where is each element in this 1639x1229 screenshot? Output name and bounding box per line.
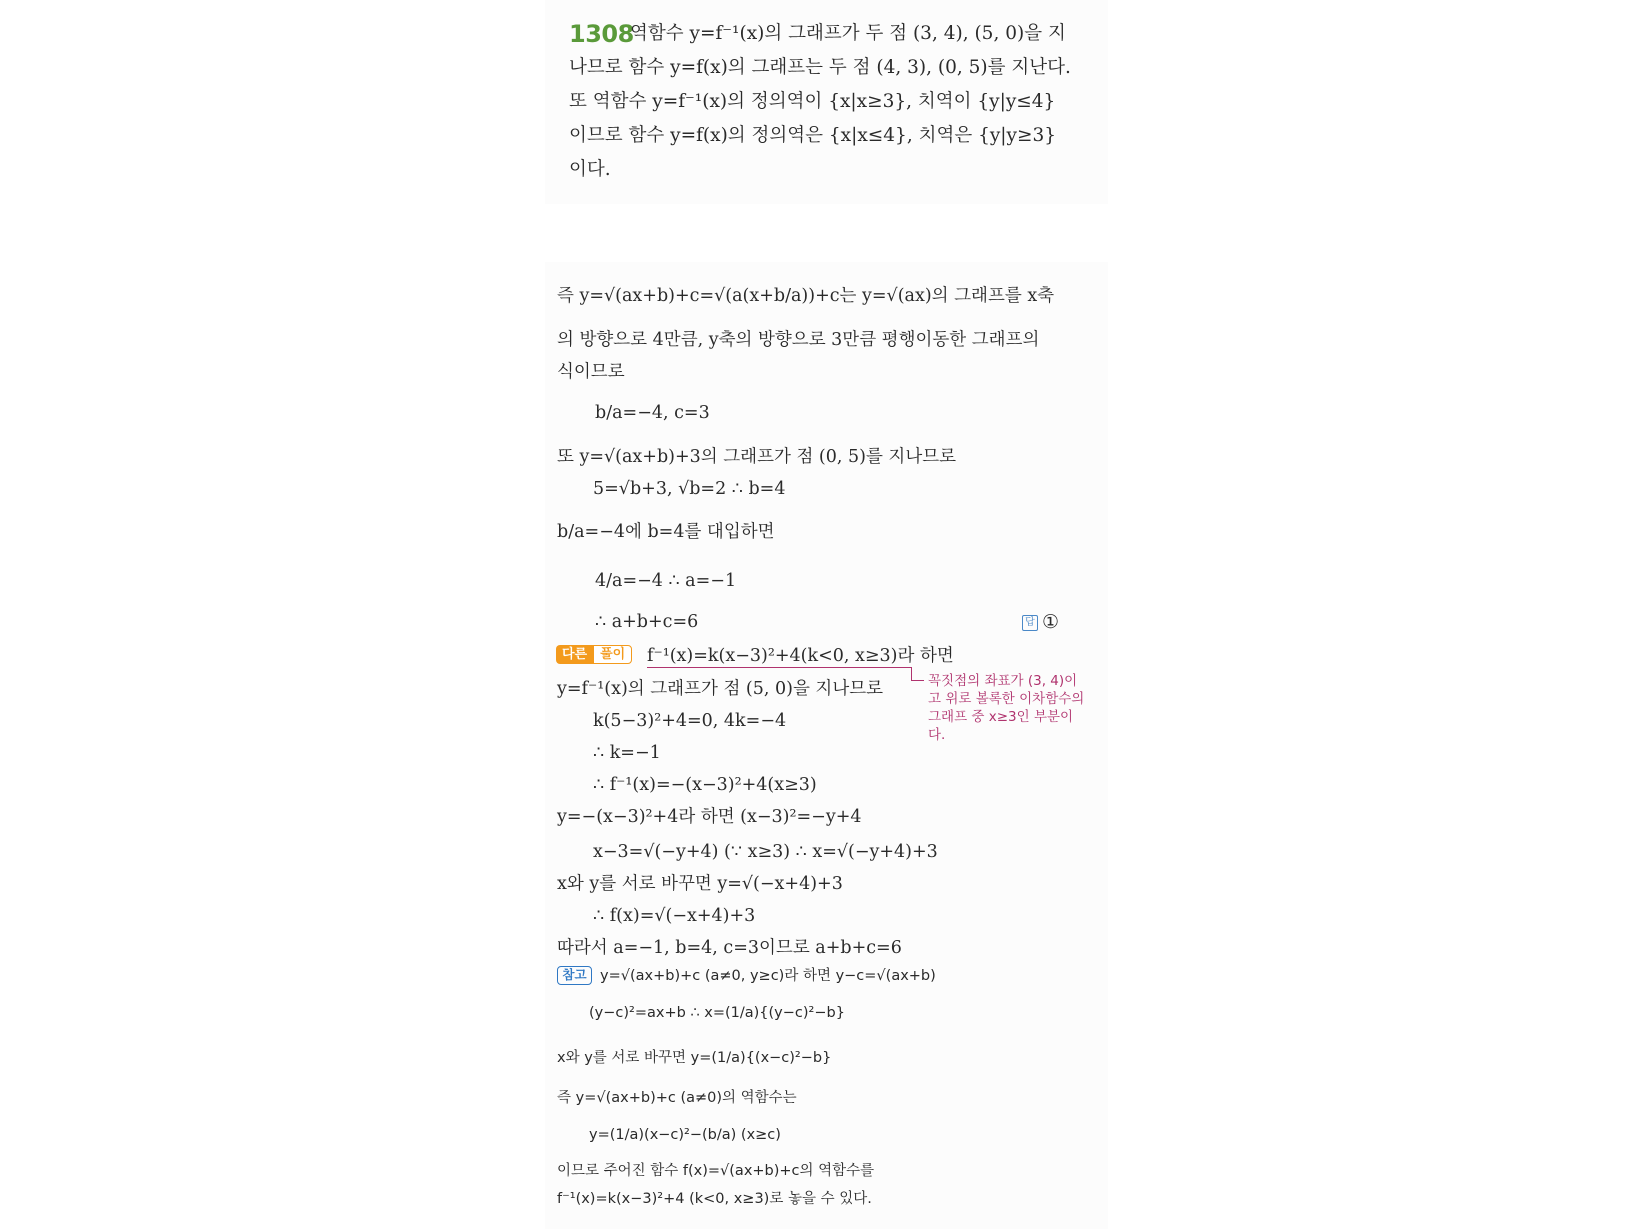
reference-line: x와 y를 서로 바꾸면 y=(1/a){(x−c)²−b} <box>557 1050 832 1066</box>
alt-line: ∴ f(x)=√(−x+4)+3 <box>593 906 756 926</box>
alt-line: x와 y를 서로 바꾸면 y=√(−x+4)+3 <box>557 874 843 894</box>
alt-badge-label: 풀이 <box>593 645 632 664</box>
solution-line: 식이므로 <box>557 362 625 382</box>
alt-line: ∴ k=−1 <box>593 743 661 763</box>
reference-badge: 참고 <box>557 966 592 985</box>
reference-line: 즉 y=√(ax+b)+c (a≠0)의 역함수는 <box>557 1090 797 1106</box>
problem-line: 나므로 함수 y=f(x)의 그래프는 두 점 (4, 3), (0, 5)를 지난다. <box>569 57 1071 78</box>
answer-icon: 답 <box>1022 615 1038 631</box>
annotation-underline <box>647 667 911 668</box>
reference-line: y=(1/a)(x−c)²−(b/a) (x≥c) <box>589 1127 781 1143</box>
alt-solution-badge <box>556 645 632 664</box>
problem-number: 1308 <box>569 20 634 48</box>
problem-line: 이므로 함수 y=f(x)의 정의역은 {x|x≤4}, 치역은 {y|y≥3} <box>569 125 1057 146</box>
alt-line: ∴ f⁻¹(x)=−(x−3)²+4(x≥3) <box>593 775 817 795</box>
solution-line: 의 방향으로 4만큼, y축의 방향으로 3만큼 평행이동한 그래프의 <box>557 330 1040 350</box>
problem-line: 역함수 y=f⁻¹(x)의 그래프가 두 점 (3, 4), (5, 0)을 지 <box>630 23 1066 44</box>
annotation-connector <box>911 667 924 681</box>
solution-line: 즉 y=√(ax+b)+c=√(a(x+b/a))+c는 y=√(ax)의 그래프를 x축 <box>557 286 1055 306</box>
solution-line: b/a=−4, c=3 <box>595 403 710 423</box>
reference-line: (y−c)²=ax+b ∴ x=(1/a){(y−c)²−b} <box>589 1005 845 1021</box>
reference-line: f⁻¹(x)=k(x−3)²+4 (k<0, x≥3)로 놓을 수 있다. <box>557 1191 872 1207</box>
reference-line: 이므로 주어진 함수 f(x)=√(ax+b)+c의 역함수를 <box>557 1163 875 1179</box>
solution-line: 5=√b+3, √b=2 ∴ b=4 <box>593 479 786 499</box>
alt-line: y=f⁻¹(x)의 그래프가 점 (5, 0)을 지나므로 <box>557 679 884 699</box>
solution-line: 4/a=−4 ∴ a=−1 <box>595 571 737 591</box>
reference-line: y=√(ax+b)+c (a≠0, y≥c)라 하면 y−c=√(ax+b) <box>600 968 936 984</box>
problem-line: 이다. <box>569 159 611 180</box>
alt-line: k(5−3)²+4=0, 4k=−4 <box>593 711 787 731</box>
alt-badge-label: 다른 <box>556 645 593 664</box>
alt-line: 따라서 a=−1, b=4, c=3이므로 a+b+c=6 <box>557 938 902 958</box>
problem-line: 또 역함수 y=f⁻¹(x)의 정의역이 {x|x≥3}, 치역이 {y|y≤4} <box>569 91 1056 112</box>
solution-line: 또 y=√(ax+b)+3의 그래프가 점 (0, 5)를 지나므로 <box>557 447 957 467</box>
alt-first-line: f⁻¹(x)=k(x−3)²+4(k<0, x≥3)라 하면 <box>647 646 954 666</box>
annotation-note: 꼭짓점의 좌표가 (3, 4)이고 위로 볼록한 이차함수의 그래프 중 x≥3인 부분이다. <box>928 673 1085 743</box>
alt-line: x−3=√(−y+4) (∵ x≥3) ∴ x=√(−y+4)+3 <box>593 842 938 862</box>
answer-value: ① <box>1042 611 1060 633</box>
solution-line: b/a=−4에 b=4를 대입하면 <box>557 522 775 542</box>
solution-line: ∴ a+b+c=6 <box>595 612 699 632</box>
alt-line: y=−(x−3)²+4라 하면 (x−3)²=−y+4 <box>557 807 862 827</box>
